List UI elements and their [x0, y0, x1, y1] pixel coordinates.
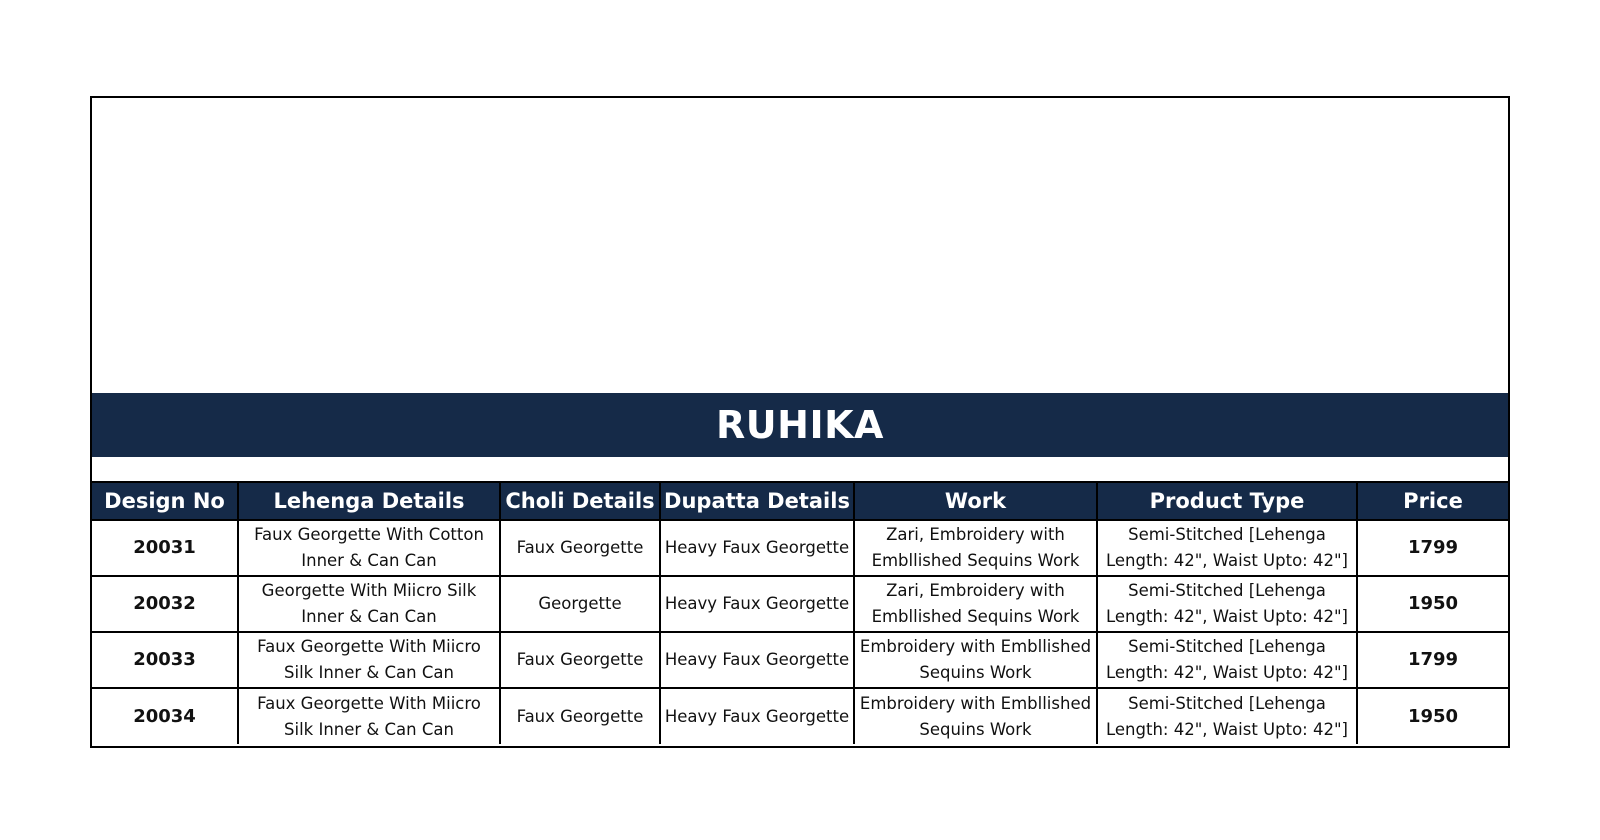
choli-cell: Georgette [500, 576, 660, 632]
product-table [92, 481, 1508, 744]
header-product-type: Product Type [1097, 482, 1357, 520]
choli-cell: Faux Georgette [500, 520, 660, 576]
lehenga-cell: Faux Georgette With Miicro Silk Inner & Can Can [238, 688, 500, 744]
product-type-cell: Semi-Stitched [Lehenga Length: 42", Waist Upto: 42"] [1097, 632, 1357, 688]
price-cell: 1950 [1357, 576, 1508, 632]
header-work: Work [854, 482, 1097, 520]
product-type-cell: Semi-Stitched [Lehenga Length: 42", Waist Upto: 42"] [1097, 576, 1357, 632]
work-cell: Zari, Embroidery with Embllished Sequins Work [854, 520, 1097, 576]
table-row [92, 688, 1508, 744]
price-cell: 1799 [1357, 520, 1508, 576]
work-cell: Zari, Embroidery with Embllished Sequins Work [854, 576, 1097, 632]
catalog-title: RUHIKA [716, 403, 884, 447]
table-row [92, 632, 1508, 688]
header-lehenga-details: Lehenga Details [238, 482, 500, 520]
table-row [92, 520, 1508, 576]
design-no-cell: 20031 [92, 520, 238, 576]
header-price: Price [1357, 482, 1508, 520]
lehenga-cell: Faux Georgette With Miicro Silk Inner & Can Can [238, 632, 500, 688]
work-cell: Embroidery with Embllished Sequins Work [854, 688, 1097, 744]
design-no-cell: 20033 [92, 632, 238, 688]
choli-cell: Faux Georgette [500, 688, 660, 744]
dupatta-cell: Heavy Faux Georgette [660, 688, 854, 744]
title-bar [92, 393, 1508, 457]
price-cell: 1950 [1357, 688, 1508, 744]
catalog-sheet [90, 96, 1510, 748]
choli-cell: Faux Georgette [500, 632, 660, 688]
dupatta-cell: Heavy Faux Georgette [660, 632, 854, 688]
header-design-no: Design No [92, 482, 238, 520]
price-cell: 1799 [1357, 632, 1508, 688]
design-no-cell: 20034 [92, 688, 238, 744]
dupatta-cell: Heavy Faux Georgette [660, 576, 854, 632]
lehenga-cell: Georgette With Miicro Silk Inner & Can Can [238, 576, 500, 632]
lehenga-cell: Faux Georgette With Cotton Inner & Can Can [238, 520, 500, 576]
product-type-cell: Semi-Stitched [Lehenga Length: 42", Waist Upto: 42"] [1097, 688, 1357, 744]
table-header-row [92, 482, 1508, 520]
header-dupatta-details: Dupatta Details [660, 482, 854, 520]
product-type-cell: Semi-Stitched [Lehenga Length: 42", Waist Upto: 42"] [1097, 520, 1357, 576]
header-choli-details: Choli Details [500, 482, 660, 520]
dupatta-cell: Heavy Faux Georgette [660, 520, 854, 576]
table-row [92, 576, 1508, 632]
work-cell: Embroidery with Embllished Sequins Work [854, 632, 1097, 688]
design-no-cell: 20032 [92, 576, 238, 632]
